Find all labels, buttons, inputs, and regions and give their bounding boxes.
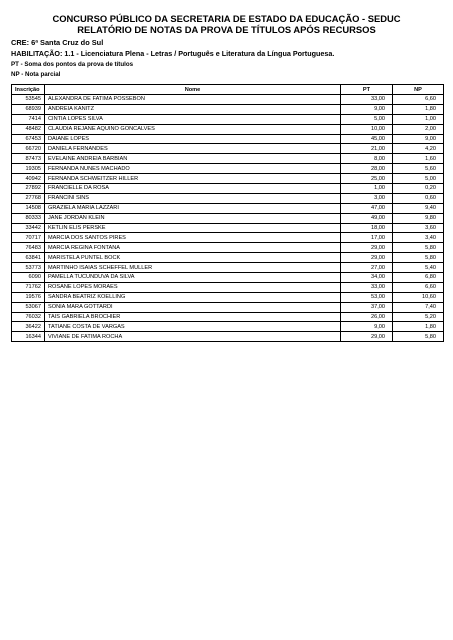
cell-np: 1,60: [393, 154, 444, 164]
cell-nome: MARCIA DOS SANTOS PIRES: [45, 233, 341, 243]
cell-nome: CINTIA LOPES SILVA: [45, 114, 341, 124]
cell-nome: TAIS GABRIELA BROCHIER: [45, 312, 341, 322]
cell-nome: MARCIA REGINA FONTANA: [45, 243, 341, 253]
cell-np: 10,60: [393, 292, 444, 302]
table-row: [12, 193, 444, 203]
column-header-np: NP: [393, 85, 444, 95]
cell-np: 1,80: [393, 322, 444, 332]
cell-inscricao: 48482: [12, 124, 45, 134]
column-header-inscricao: Inscrição: [12, 85, 45, 95]
cell-nome: JANE JORDAN KLEIN: [45, 213, 341, 223]
table-row: [12, 203, 444, 213]
cell-np: 5,80: [393, 243, 444, 253]
table-row: [12, 114, 444, 124]
cell-inscricao: 53773: [12, 263, 45, 273]
report-title-line2: RELATÓRIO DE NOTAS DA PROVA DE TÍTULOS APÓS RECURSOS: [77, 24, 376, 35]
cell-pt: 29,00: [341, 332, 393, 342]
column-header-pt: PT: [341, 85, 393, 95]
cell-nome: EVELAINE ANDREIA BARBIAN: [45, 154, 341, 164]
cell-inscricao: 36422: [12, 322, 45, 332]
table-row: [12, 322, 444, 332]
table-row: [12, 312, 444, 322]
cell-nome: DANIELA FERNANDES: [45, 144, 341, 154]
table-row: [12, 263, 444, 273]
cell-inscricao: 76483: [12, 243, 45, 253]
cell-pt: 17,00: [341, 233, 393, 243]
table-row: [12, 302, 444, 312]
cell-np: 6,60: [393, 95, 444, 105]
cell-inscricao: 53067: [12, 302, 45, 312]
cell-inscricao: 14508: [12, 203, 45, 213]
cell-np: 0,60: [393, 193, 444, 203]
cell-pt: 21,00: [341, 144, 393, 154]
cell-np: 5,20: [393, 312, 444, 322]
cell-nome: FERNANDA SCHWEITZER HILLER: [45, 174, 341, 184]
table-row: [12, 184, 444, 194]
cell-np: 5,00: [393, 174, 444, 184]
cell-inscricao: 7414: [12, 114, 45, 124]
cell-nome: FRANCINI SINS: [45, 193, 341, 203]
cell-np: 9,80: [393, 213, 444, 223]
table-row: [12, 282, 444, 292]
table-row: [12, 164, 444, 174]
grades-table: [11, 84, 444, 342]
cell-inscricao: 66720: [12, 144, 45, 154]
cell-inscricao: 33442: [12, 223, 45, 233]
cell-np: 2,00: [393, 124, 444, 134]
table-row: [12, 134, 444, 144]
cell-inscricao: 76032: [12, 312, 45, 322]
cell-pt: 27,00: [341, 263, 393, 273]
cell-pt: 33,00: [341, 282, 393, 292]
table-row: [12, 253, 444, 263]
habilitacao-label: HABILITAÇÃO: 1.1 - Licenciatura Plena - Letras / Português e Literatura da Língua Portuguesa.: [11, 49, 335, 58]
table-row: [12, 174, 444, 184]
cell-inscricao: 63841: [12, 253, 45, 263]
cell-np: 3,40: [393, 233, 444, 243]
cell-pt: 10,00: [341, 124, 393, 134]
table-body: [12, 95, 444, 342]
cell-inscricao: 6090: [12, 273, 45, 283]
cell-nome: PAMELLA TUCUNDUVA DA SILVA: [45, 273, 341, 283]
cell-nome: FERNANDA NUNES MACHADO: [45, 164, 341, 174]
cell-nome: VIVIANE DE FATIMA ROCHA: [45, 332, 341, 342]
table-row: [12, 154, 444, 164]
cell-pt: 28,00: [341, 164, 393, 174]
cell-inscricao: 87473: [12, 154, 45, 164]
cell-np: 5,80: [393, 253, 444, 263]
cell-inscricao: 67453: [12, 134, 45, 144]
report-title-line1: CONCURSO PÚBLICO DA SECRETARIA DE ESTADO DA EDUCAÇÃO - SEDUC: [52, 13, 401, 24]
cell-np: 4,20: [393, 144, 444, 154]
cell-pt: 34,00: [341, 273, 393, 283]
cell-np: 1,00: [393, 114, 444, 124]
cell-np: 5,80: [393, 332, 444, 342]
cell-nome: MARISTELA PUNTEL BOCK: [45, 253, 341, 263]
table-row: [12, 213, 444, 223]
cell-pt: 49,00: [341, 213, 393, 223]
cell-np: 1,80: [393, 104, 444, 114]
table-row: [12, 233, 444, 243]
table-row: [12, 273, 444, 283]
cell-pt: 33,00: [341, 95, 393, 105]
cell-np: 9,40: [393, 203, 444, 213]
cell-pt: 26,00: [341, 312, 393, 322]
cell-np: 7,40: [393, 302, 444, 312]
cell-np: 5,60: [393, 164, 444, 174]
cell-inscricao: 70717: [12, 233, 45, 243]
cell-nome: DAIANE LOPES: [45, 134, 341, 144]
table-row: [12, 292, 444, 302]
cell-np: 3,60: [393, 223, 444, 233]
cell-np: 0,20: [393, 184, 444, 194]
table-row: [12, 243, 444, 253]
cell-nome: KETLIN ELIS PERSKE: [45, 223, 341, 233]
cell-nome: ANDREIA KANITZ: [45, 104, 341, 114]
cell-pt: 53,00: [341, 292, 393, 302]
cell-inscricao: 68939: [12, 104, 45, 114]
table-row: [12, 104, 444, 114]
cell-pt: 3,00: [341, 193, 393, 203]
legend-np: NP - Nota parcial: [11, 71, 61, 78]
cell-nome: ROSANE LOPES MORAES: [45, 282, 341, 292]
legend-pt: PT - Soma dos pontos da prova de títulos: [11, 61, 134, 68]
table-row: [12, 124, 444, 134]
cell-inscricao: 19305: [12, 164, 45, 174]
table-row: [12, 95, 444, 105]
cell-np: 6,60: [393, 282, 444, 292]
cell-pt: 9,00: [341, 322, 393, 332]
cell-np: 9,00: [393, 134, 444, 144]
cell-pt: 37,00: [341, 302, 393, 312]
cell-nome: TATIANE COSTA DE VARGAS: [45, 322, 341, 332]
cell-inscricao: 27892: [12, 184, 45, 194]
table-header-row: [12, 85, 444, 95]
cell-inscricao: 19576: [12, 292, 45, 302]
cell-nome: SANDRA BEATRIZ KOELLING: [45, 292, 341, 302]
cell-pt: 29,00: [341, 243, 393, 253]
cell-pt: 25,00: [341, 174, 393, 184]
cell-pt: 1,00: [341, 184, 393, 194]
cell-nome: CLAUDIA REJANE AQUINO GONCALVES: [45, 124, 341, 134]
cell-inscricao: 80333: [12, 213, 45, 223]
cell-nome: SONIA MARA GOTTARDI: [45, 302, 341, 312]
cell-nome: FRANCIELLE DA ROSA: [45, 184, 341, 194]
cell-nome: ALEXANDRA DE FATIMA POSSEBON: [45, 95, 341, 105]
cell-nome: GRAZIELA MARIA LAZZARI: [45, 203, 341, 213]
table-row: [12, 223, 444, 233]
column-header-nome: Nome: [45, 85, 341, 95]
cell-inscricao: 27768: [12, 193, 45, 203]
cell-pt: 45,00: [341, 134, 393, 144]
table-row: [12, 332, 444, 342]
cell-nome: MARTINHO ISAIAS SCHEFFEL MULLER: [45, 263, 341, 273]
cell-inscricao: 40942: [12, 174, 45, 184]
cell-pt: 8,00: [341, 154, 393, 164]
cell-np: 5,40: [393, 263, 444, 273]
table-row: [12, 144, 444, 154]
cell-np: 6,80: [393, 273, 444, 283]
cell-pt: 18,00: [341, 223, 393, 233]
cell-pt: 9,00: [341, 104, 393, 114]
cre-label: CRE: 6ª Santa Cruz do Sul: [11, 38, 104, 47]
cell-inscricao: 16344: [12, 332, 45, 342]
cell-pt: 5,00: [341, 114, 393, 124]
cell-pt: 47,00: [341, 203, 393, 213]
cell-inscricao: 53545: [12, 95, 45, 105]
cell-pt: 29,00: [341, 253, 393, 263]
cell-inscricao: 71762: [12, 282, 45, 292]
